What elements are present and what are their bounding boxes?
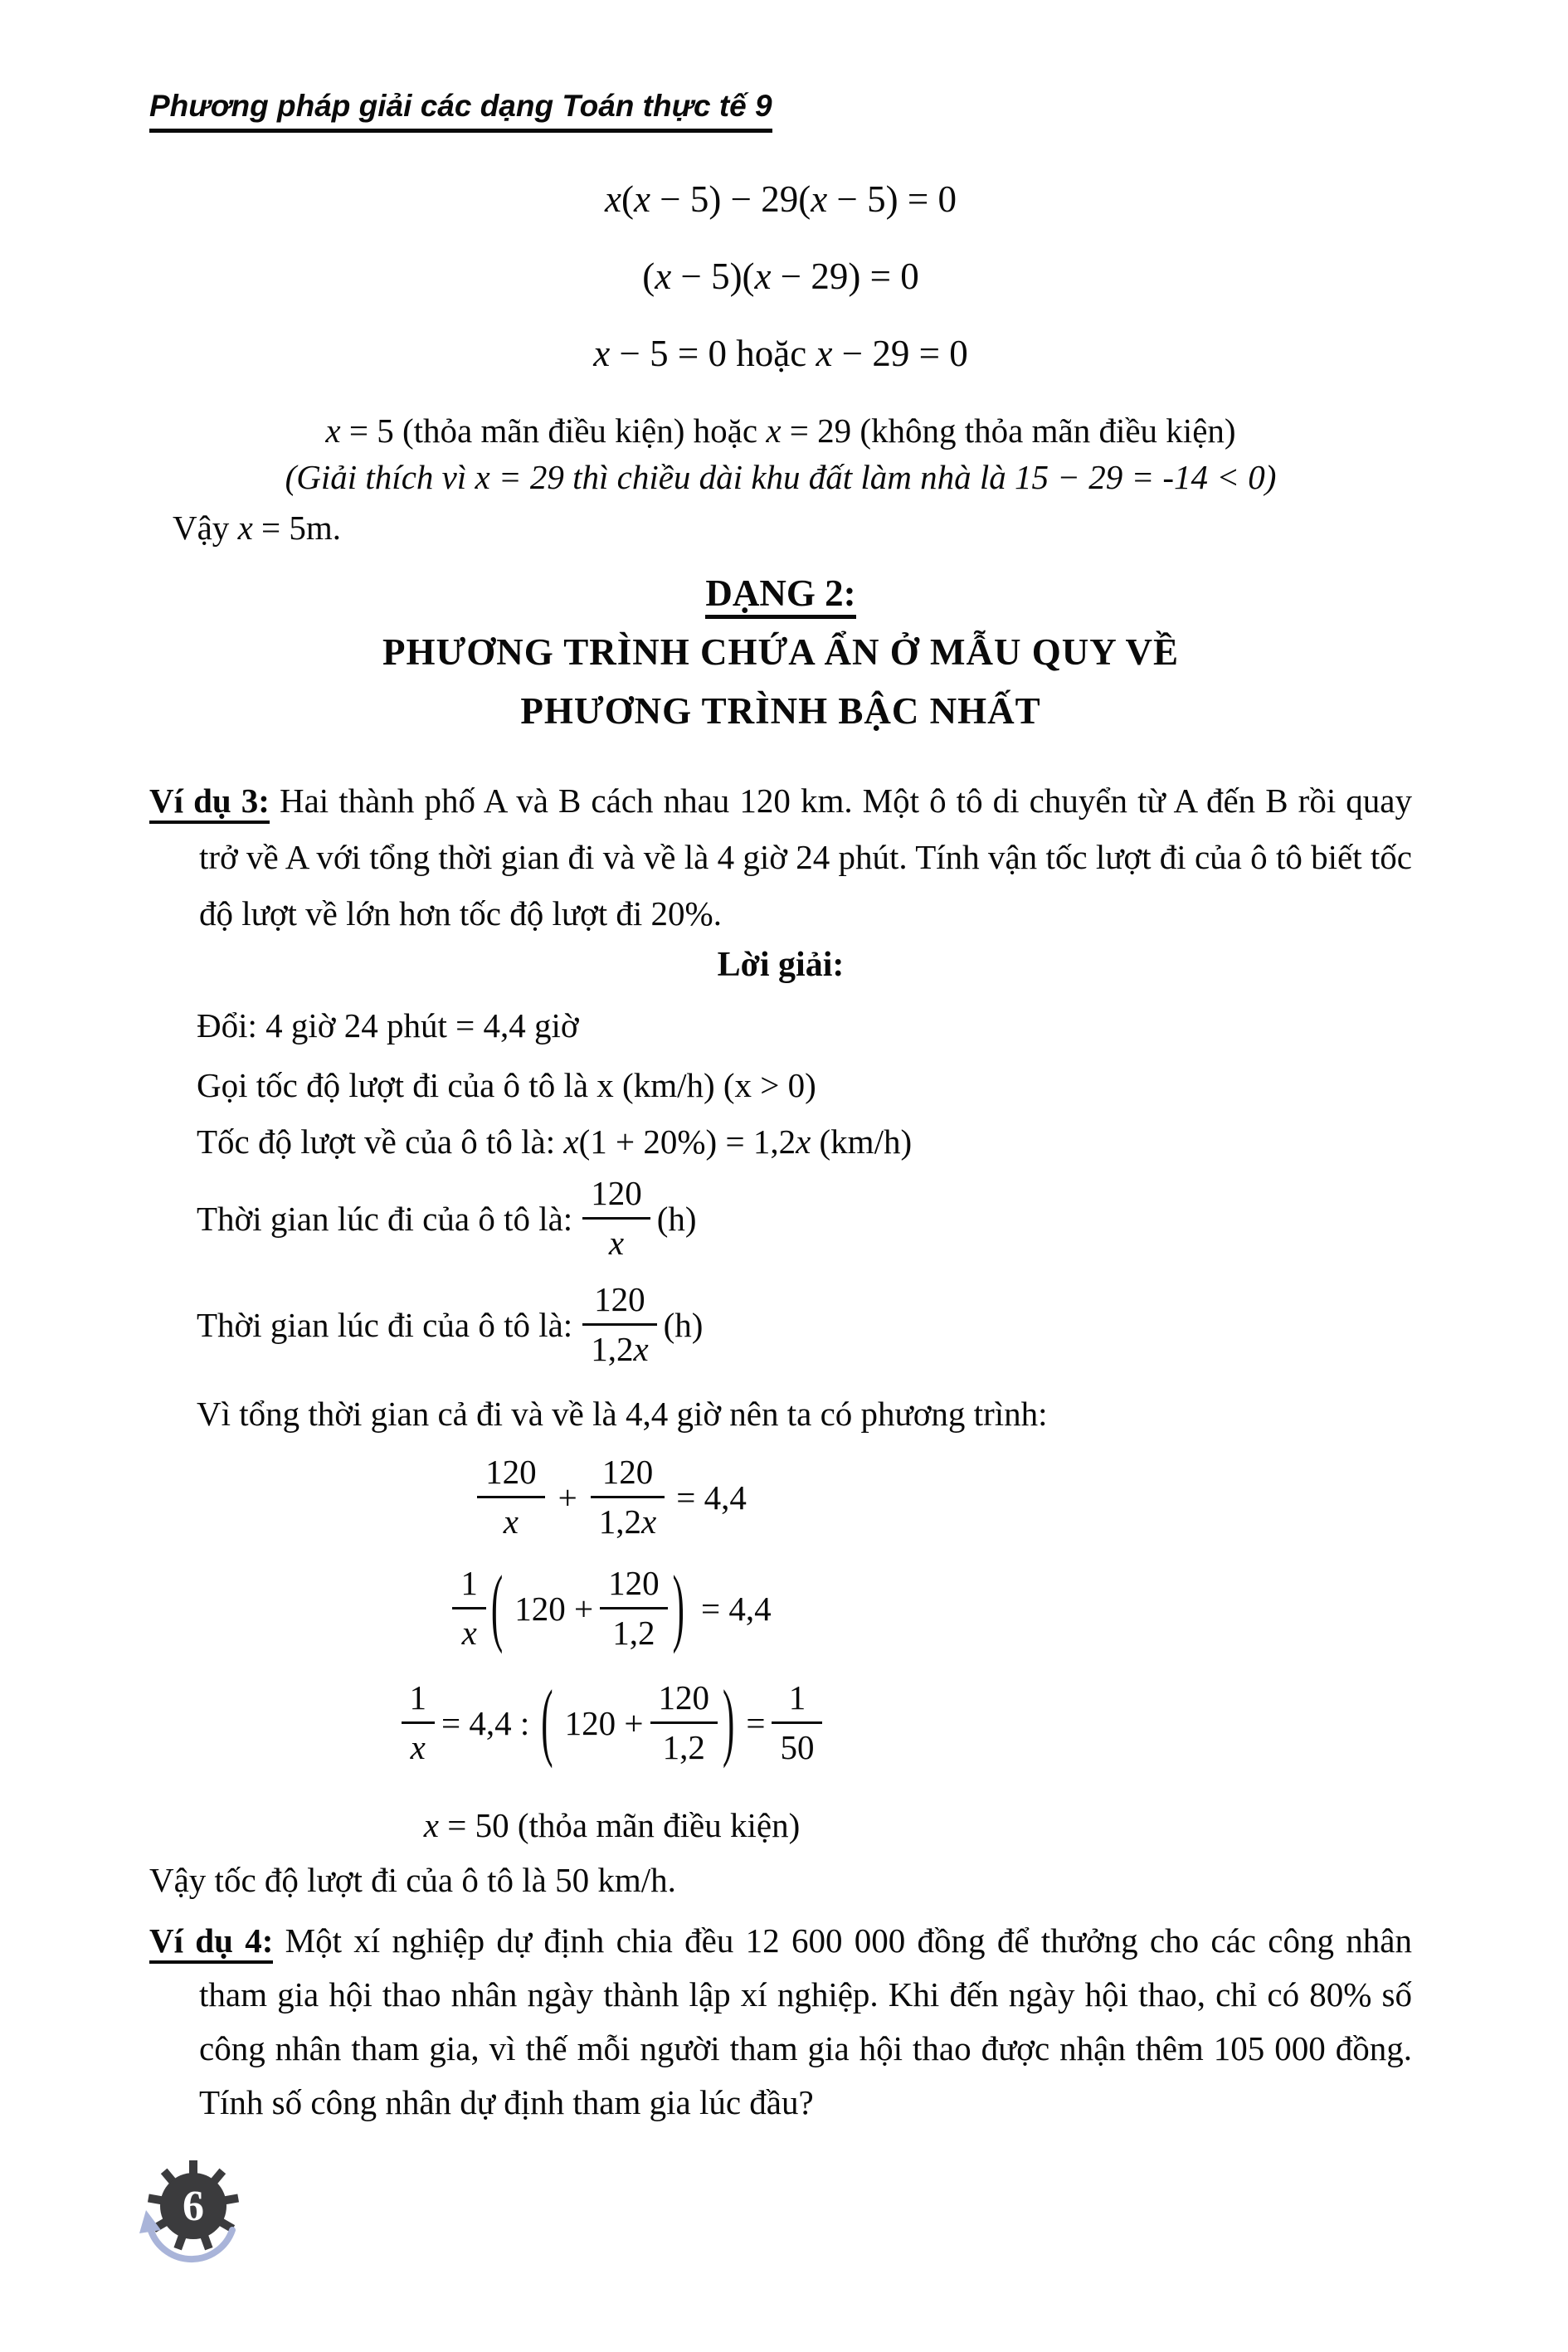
equation-line-1	[149, 176, 1412, 222]
fraction-numerator: 120	[582, 1174, 650, 1220]
math-token: (h)	[663, 1305, 704, 1344]
fraction	[452, 1564, 486, 1653]
fraction	[600, 1564, 668, 1653]
fraction-numerator: 120	[477, 1453, 545, 1498]
math-token: = 4,4	[700, 1589, 772, 1628]
math-token: − 5) = 0	[827, 178, 957, 220]
fraction-denominator: x	[410, 1728, 426, 1767]
display-equation-isolated	[149, 1673, 1074, 1770]
display-equation-result	[149, 1804, 1074, 1846]
math-token: (	[621, 178, 635, 220]
example-3-label: Ví dụ 3:	[149, 782, 270, 824]
fraction-numerator: 1	[402, 1678, 436, 1724]
solution-line-time-return	[197, 1280, 1412, 1370]
left-parenthesis: (	[490, 1559, 504, 1656]
math-token: 1,2	[591, 1330, 634, 1369]
math-token: − 29) = 0	[771, 256, 919, 297]
math-token: 120 +	[514, 1589, 594, 1628]
equation-line-2	[149, 253, 1412, 299]
fraction	[477, 1453, 545, 1542]
fraction	[582, 1174, 650, 1264]
math-token: = 5m.	[252, 509, 342, 547]
math-token: x	[754, 256, 772, 297]
math-token: − 29 = 0	[832, 333, 968, 374]
fraction-numerator: 120	[650, 1678, 718, 1724]
fraction-denominator	[591, 1498, 665, 1541]
fraction-numerator: 1	[452, 1564, 486, 1609]
math-token: − 5)(	[671, 256, 755, 297]
example-3-paragraph	[149, 772, 1412, 942]
example-4-text: Một xí nghiệp dự định chia đều 12 600 000 đồng để thưởng cho các công nhân tham gia hội thao nhân ngày thành lập xí nghiệp. Khi đến ngày hội thao, chỉ có 80% số công nhân tham gia, vì thế mỗi người tham gia hội thao được nhận thêm 105 000 đồng. Tính số công nhân dự định tham gia lúc đầu?	[199, 1921, 1412, 2121]
fraction-denominator: x	[608, 1224, 625, 1263]
math-token: (1 + 20%) = 1,2	[578, 1122, 796, 1161]
math-token: x	[766, 411, 782, 450]
math-token: = 5 (thỏa mãn điều kiện) hoặc	[340, 411, 767, 450]
math-token: x	[423, 1805, 439, 1844]
fraction	[650, 1678, 718, 1768]
equation-block-top	[149, 176, 1412, 377]
left-parenthesis: (	[541, 1673, 553, 1770]
conclusion-line-1	[173, 507, 1412, 548]
math-token: x	[641, 1502, 657, 1541]
example-4-paragraph	[149, 1914, 1412, 2130]
math-token: x	[605, 178, 622, 220]
fraction-numerator: 1	[772, 1678, 822, 1724]
math-token: (km/h)	[811, 1122, 913, 1161]
math-token: x	[655, 256, 672, 297]
section-subtitle-2: PHƯƠNG TRÌNH BẬC NHẤT	[520, 690, 1041, 732]
math-token: 1,2	[598, 1502, 642, 1541]
math-token: x	[634, 178, 650, 220]
fraction	[591, 1453, 665, 1542]
fraction-denominator: x	[461, 1614, 477, 1653]
fraction-denominator: 1,2	[662, 1728, 705, 1767]
math-token: = 4,4 :	[441, 1703, 530, 1742]
section-subtitle-1: PHƯƠNG TRÌNH CHỨA ẨN Ở MẪU QUY VỀ	[382, 631, 1180, 673]
fraction-denominator: x	[503, 1502, 519, 1541]
solution-heading: Lời giải:	[717, 946, 845, 984]
math-token: = 50 (thỏa mãn điều kiện)	[438, 1805, 801, 1844]
math-token: x	[563, 1122, 579, 1161]
page-number-badge	[138, 2154, 262, 2282]
math-token: Tốc độ lượt về của ô tô là:	[197, 1122, 564, 1161]
math-token: = 4,4	[676, 1478, 747, 1517]
math-token: =	[746, 1703, 766, 1742]
math-token: x	[811, 178, 828, 220]
math-token: Thời gian lúc đi của ô tô là:	[197, 1305, 573, 1344]
fraction	[772, 1678, 822, 1768]
book-title: Phương pháp giải các dạng Toán thực tế 9	[149, 86, 772, 133]
fraction-denominator: 1,2	[612, 1614, 655, 1653]
fraction-denominator: 50	[780, 1728, 815, 1767]
fraction-numerator: 120	[582, 1280, 656, 1326]
math-token: − 5 = 0 hoặc	[610, 333, 816, 374]
example-4-label: Ví dụ 4:	[149, 1921, 273, 1964]
math-token: x	[633, 1330, 649, 1369]
fraction	[582, 1280, 656, 1370]
conclusion-line-2: Vậy tốc độ lượt đi của ô tô là 50 km/h.	[149, 1860, 676, 1899]
math-token: Thời gian lúc đi của ô tô là:	[197, 1199, 573, 1238]
right-parenthesis: )	[723, 1673, 735, 1770]
fraction-numerator: 120	[591, 1453, 665, 1498]
math-token: x	[237, 509, 253, 547]
math-token: x	[816, 333, 833, 374]
math-token: 120 +	[564, 1703, 644, 1742]
section-title-text: DẠNG 2:	[705, 572, 855, 619]
page-content	[149, 0, 1412, 2130]
equation-line-3	[149, 330, 1412, 377]
solution-line-time-go	[197, 1174, 1412, 1264]
display-equation-factored	[149, 1559, 1074, 1656]
page-header	[149, 86, 1412, 133]
case-result-line	[149, 407, 1412, 454]
math-token: x	[796, 1122, 811, 1161]
solution-line-convert: Đổi: 4 giờ 24 phút = 4,4 giờ	[197, 1006, 579, 1045]
example-3-text: Hai thành phố A và B cách nhau 120 km. Một ô tô di chuyển từ A đến B rồi quay trở về A với tổng thời gian đi và về là 4 giờ 24 phút. Tính vận tốc lượt đi của ô tô biết tốc độ lượt về lớn hơn tốc độ lượt đi 20%.	[199, 782, 1412, 933]
math-token: = 29 (không thỏa mãn điều kiện)	[781, 411, 1236, 450]
fraction	[402, 1678, 436, 1768]
section-title	[149, 570, 1412, 616]
math-token: Vậy	[173, 509, 238, 547]
math-token: x	[593, 333, 611, 374]
page-number: 6	[183, 2183, 204, 2230]
explanation-note: (Giải thích vì x = 29 thì chiều dài khu đất làm nhà là 15 − 29 = -14 < 0)	[285, 458, 1277, 496]
math-token: +	[558, 1478, 577, 1517]
display-equation-sum	[149, 1453, 1074, 1542]
solution-line-equation-intro: Vì tổng thời gian cả đi và về là 4,4 giờ nên ta có phương trình:	[197, 1394, 1048, 1433]
fraction-denominator	[582, 1326, 656, 1369]
math-token: (	[642, 256, 655, 297]
math-token: (h)	[656, 1199, 697, 1238]
math-token: x	[325, 411, 341, 450]
fraction-numerator: 120	[600, 1564, 668, 1609]
math-token: − 5) − 29(	[650, 178, 811, 220]
right-parenthesis: )	[672, 1559, 684, 1656]
solution-line-return-speed	[197, 1121, 1412, 1162]
solution-line-define: Gọi tốc độ lượt đi của ô tô là x (km/h) (x > 0)	[197, 1066, 816, 1104]
